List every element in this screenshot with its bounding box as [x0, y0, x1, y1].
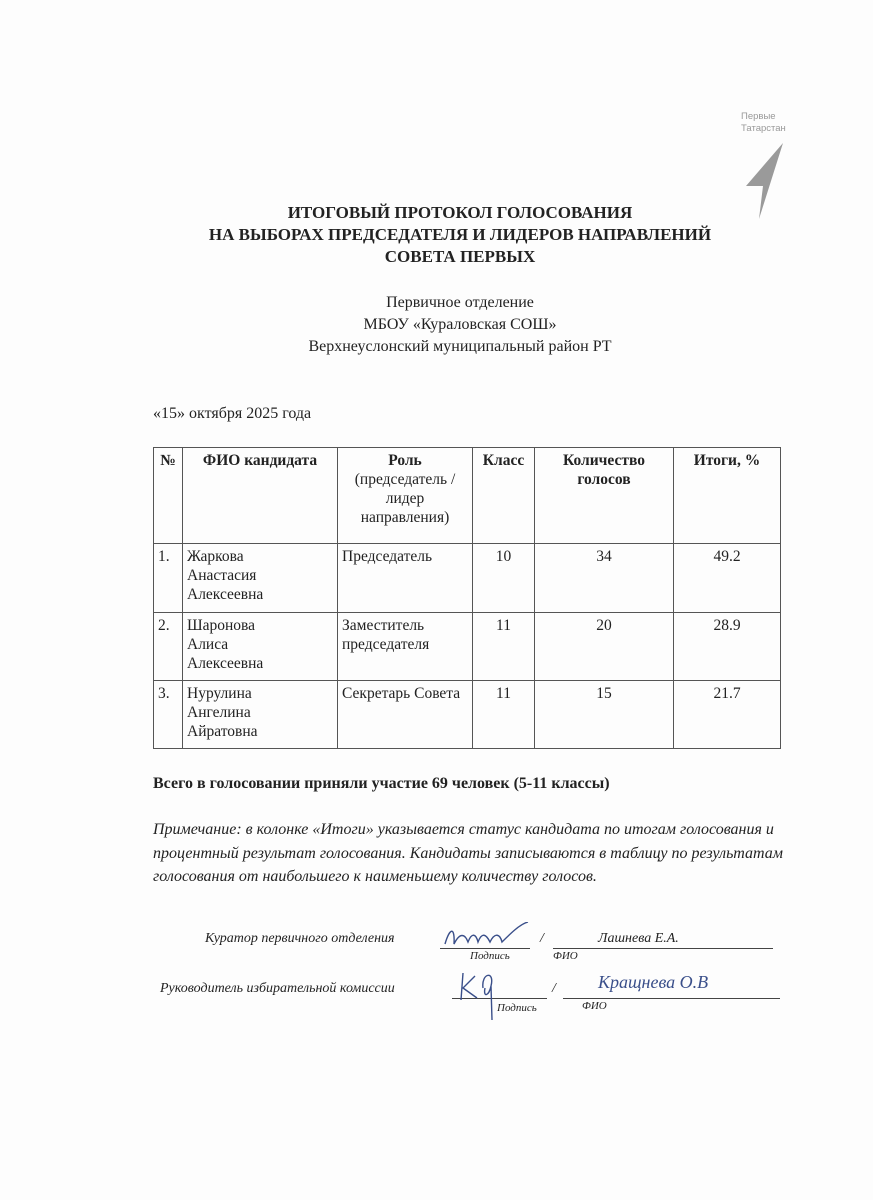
- table-row: [154, 681, 781, 749]
- table-header-row: [154, 448, 781, 544]
- cell-num: 1.: [154, 544, 183, 613]
- cell-class: 10: [473, 544, 535, 613]
- cell-votes: 15: [535, 681, 674, 749]
- curator-label: Куратор первичного отделения: [205, 931, 395, 946]
- name-part: Жаркова: [187, 548, 244, 565]
- name-part: Алексеевна: [187, 586, 264, 603]
- fio-line: [553, 948, 773, 949]
- document-title: [0, 202, 873, 268]
- curator-signature: [440, 922, 535, 950]
- logo: [741, 111, 786, 135]
- cell-votes: 34: [535, 544, 674, 613]
- table-row: [154, 544, 781, 613]
- curator-fio: Лашнева Е.А.: [598, 931, 679, 946]
- header-name: ФИО кандидата: [183, 448, 338, 544]
- name-part: Алиса: [187, 636, 229, 653]
- header-num: №: [154, 448, 183, 544]
- cell-result: 49.2: [674, 544, 781, 613]
- commission-head-label: Руководитель избирательной комиссии: [160, 981, 395, 996]
- title-line: СОВЕТА ПЕРВЫХ: [384, 247, 536, 266]
- results-table: [153, 447, 781, 749]
- document-page: Первые Татарстан ИТОГОВЫЙ ПРОТОКОЛ ГОЛОСОВАНИЯ НА ВЫБОРАХ ПРЕДСЕДАТЕЛЯ И ЛИДЕРОВ НАПРАВЛЕНИЙ СОВЕТА ПЕРВЫХ Первичное отделение МБОУ «Кураловская СОШ» Верхнеуслонский муниципальный район РТ «15» октября 2025 года № ФИО кандидата Роль (председатель / лидер направления) Класс Количество голосов Итоги, % 1. Жаркова Анастасия Алексеевна Председатель 10 34 49.2 2. Шаронова Алиса Алексеевна Заместитель председателя 11 20 28.9 3. Нурулина Ангелина Айратовна Секретарь Совета 11 15 21.7 Всего в голосовании приняли участие 69 человек (5-11 классы) Примечание: в колонке «Итоги» указывается статус кандидата по итогам голосования и процентный результат голосования. Кандидаты записываются в таблицу по результатам голосования от наибольшего к наименьшему количеству голосов. Куратор первичного отделения / Лашнева Е.А. Подпись ФИО Руководитель избирательной комиссии / Кращнева О.В Подпись ФИО: [0, 0, 873, 1200]
- document-date: «15» октября 2025 года: [153, 405, 312, 422]
- cell-result: 28.9: [674, 613, 781, 681]
- title-line: НА ВЫБОРАХ ПРЕДСЕДАТЕЛЯ И ЛИДЕРОВ НАПРАВЛЕНИЙ: [208, 225, 712, 244]
- header-role-sub: (председатель / лидер направления): [354, 471, 456, 526]
- cell-name: [183, 613, 338, 681]
- logo-line2: Татарстан: [741, 123, 786, 134]
- cell-result: 21.7: [674, 681, 781, 749]
- name-part: Нурулина: [187, 685, 252, 702]
- commission-signature: [455, 968, 505, 1023]
- title-line: ИТОГОВЫЙ ПРОТОКОЛ ГОЛОСОВАНИЯ: [287, 203, 633, 222]
- fio-line: [563, 998, 780, 999]
- cell-role: Председатель: [338, 544, 473, 613]
- name-part: Шаронова: [187, 617, 256, 634]
- name-part: Айратовна: [187, 723, 258, 740]
- name-part: Алексеевна: [187, 655, 264, 672]
- commission-head-fio: Кращнева О.В: [598, 972, 709, 992]
- header-role: [338, 448, 473, 544]
- total-participants: Всего в голосовании приняли участие 69 человек (5-11 классы): [153, 775, 610, 792]
- name-part: Анастасия: [187, 567, 257, 584]
- cell-num: 2.: [154, 613, 183, 681]
- logo-line1: Первые: [741, 111, 776, 122]
- subtitle-line: Верхнеуслонский муниципальный район РТ: [308, 338, 612, 355]
- fio-caption: ФИО: [582, 1000, 607, 1012]
- signature-caption: Подпись: [470, 950, 510, 962]
- header-result: Итоги, %: [674, 448, 781, 544]
- fio-caption: ФИО: [553, 950, 578, 962]
- cell-name: [183, 681, 338, 749]
- cell-role: Заместитель председателя: [338, 613, 473, 681]
- cell-votes: 20: [535, 613, 674, 681]
- header-class: Класс: [473, 448, 535, 544]
- cell-role: Секретарь Совета: [338, 681, 473, 749]
- cell-name: [183, 544, 338, 613]
- cell-class: 11: [473, 613, 535, 681]
- header-votes: Количество голосов: [535, 448, 674, 544]
- note-text: Примечание: в колонке «Итоги» указывается статус кандидата по итогам голосования и процентный результат голосования. Кандидаты записываются в таблицу по результатам голосования от наибольшего к наименьшему количеству голосов.: [153, 821, 783, 885]
- cell-num: 3.: [154, 681, 183, 749]
- table-row: [154, 613, 781, 681]
- name-part: Ангелина: [187, 704, 251, 721]
- cell-class: 11: [473, 681, 535, 749]
- subtitle-line: МБОУ «Кураловская СОШ»: [363, 316, 557, 333]
- signature-caption: Подпись: [497, 1002, 537, 1014]
- header-role-main: Роль: [388, 452, 422, 469]
- subtitle: [0, 292, 873, 358]
- subtitle-line: Первичное отделение: [386, 294, 534, 311]
